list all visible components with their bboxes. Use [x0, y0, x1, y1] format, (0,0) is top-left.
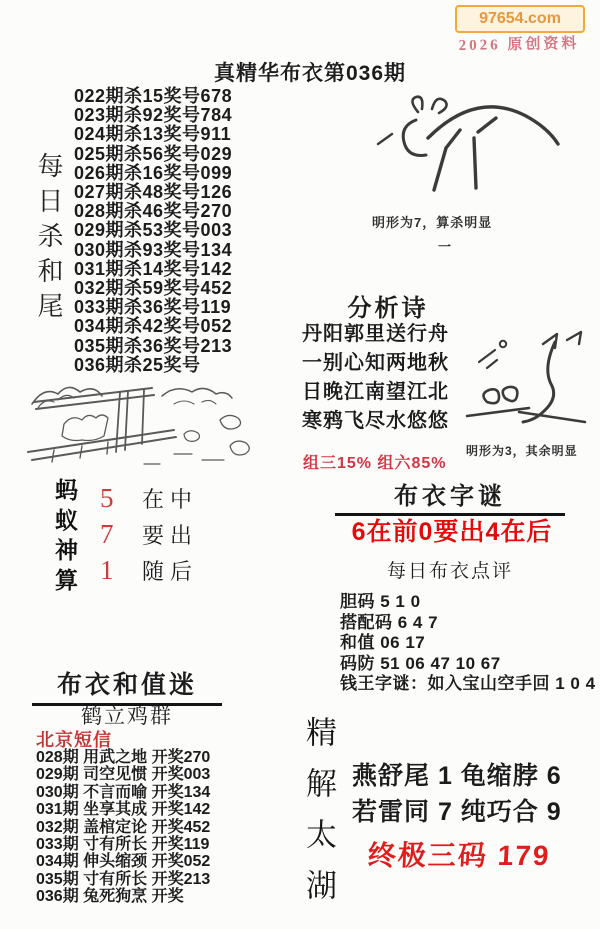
sms-row: 028期 用武之地 开奖270	[36, 749, 211, 766]
kill-row: 022期杀15奖号678	[74, 86, 233, 106]
kill-row: 023期杀92奖号784	[74, 105, 233, 126]
kill-row: 036期杀25奖号	[74, 354, 201, 375]
ant-number: 5	[100, 482, 114, 513]
watermark-site-link[interactable]: 97654.com	[455, 5, 585, 33]
kill-row: 024期杀13奖号911	[74, 124, 232, 145]
review-line: 胆码 5 1 0	[340, 592, 421, 611]
beijing-sms-title: 北京短信	[36, 730, 112, 750]
kill-row: 035期杀36奖号213	[74, 335, 233, 356]
daily-review-title: 每日布衣点评	[386, 561, 513, 582]
analysis-poem-lines	[302, 320, 477, 436]
ant-oracle-side-label: 蚂蚁神算	[52, 478, 77, 598]
bridge-landscape-sketch	[24, 374, 264, 470]
beijing-sms-list	[36, 749, 210, 906]
ant-number: 7	[100, 518, 114, 549]
kill-row: 031期杀14奖号142	[74, 258, 233, 279]
sms-row: 035期 寸有所长 开奖213	[36, 870, 211, 888]
review-line: 搭配码 6 4 7	[340, 612, 439, 632]
ant-oracle-row	[100, 516, 198, 552]
group-percentage-stats: 组三15% 组六85%	[303, 455, 447, 472]
ant-oracle-rows	[100, 480, 198, 588]
taihu-pair-line-2: 若雷同 7 纯巧合 9	[352, 798, 562, 826]
kill-row: 026期杀16奖号099	[74, 162, 233, 183]
kill-row: 034期杀42奖号052	[74, 316, 233, 337]
hezhi-riddle-title: 布衣和值迷	[32, 665, 222, 706]
hezhi-phrase: 鹤立鸡群	[81, 704, 173, 728]
sketch2-caption: 明形为3，其余明显	[466, 444, 578, 458]
kill-row: 025期杀56奖号029	[74, 143, 233, 164]
year-watermark-label: 2026 原创资料	[458, 35, 580, 55]
kill-row: 033期杀36奖号119	[74, 297, 232, 318]
daily-review-lines	[340, 592, 596, 695]
kill-row: 028期杀46奖号270	[74, 201, 233, 222]
ant-number: 1	[100, 554, 114, 585]
ant-text: 要出	[142, 522, 199, 548]
sms-row: 029期 司空见惯 开奖003	[36, 766, 211, 784]
taihu-pair-line-1: 燕舒尾 1 龟缩脖 6	[352, 762, 562, 790]
ant-oracle-row	[100, 480, 198, 516]
buyi-riddle-red-line: 6在前0要出4在后	[351, 518, 553, 546]
poem-line: 寒鸦飞尽水悠悠	[302, 410, 449, 432]
sms-row: 030期 不言而喻 开奖134	[36, 783, 211, 801]
ant-text: 随后	[142, 558, 199, 584]
poem-line: 日晚江南望江北	[302, 381, 449, 403]
sms-row: 031期 坐享其成 开奖142	[36, 801, 211, 819]
sms-row: 036期 兔死狗烹 开奖	[36, 888, 184, 906]
sms-row: 033期 寸有所长 开奖119	[36, 836, 210, 854]
ant-text: 在中	[142, 486, 199, 512]
poem-line: 一别心知两地秋	[302, 352, 449, 374]
daily-kill-side-label: 每日杀和尾	[34, 152, 63, 327]
review-line: 钱王字谜：如入宝山空手回 1 0 4	[340, 674, 596, 693]
taihu-side-label: 精解太湖	[301, 716, 336, 920]
kill-row: 032期杀59奖号452	[74, 278, 233, 299]
sms-row: 034期 伸头缩颈 开奖052	[36, 853, 211, 871]
bird-branch-sketch	[463, 328, 591, 440]
animal-figure-sketch	[358, 86, 590, 208]
page-title: 真精华布衣第036期	[213, 62, 407, 85]
buyi-riddle-title: 布衣字谜	[335, 476, 565, 516]
review-line: 码防 51 06 47 10 67	[340, 653, 501, 673]
sketch1-caption: 明形为7，算杀明显	[372, 215, 493, 230]
review-line: 和值 06 17	[340, 633, 426, 652]
kill-row: 030期杀93奖号134	[74, 239, 233, 260]
final-three-codes: 终极三码 179	[367, 840, 552, 871]
daily-kill-list	[74, 87, 304, 375]
poem-line: 丹阳郭里送行舟	[302, 323, 449, 345]
kill-row: 027期杀48奖号126	[74, 182, 233, 203]
sketch1-dash: 一	[438, 239, 452, 254]
sms-row: 032期 盖棺定论 开奖452	[36, 818, 211, 836]
analysis-poem-title: 分析诗	[347, 295, 429, 322]
kill-row: 029期杀53奖号003	[74, 220, 233, 241]
ant-oracle-row	[100, 552, 198, 588]
